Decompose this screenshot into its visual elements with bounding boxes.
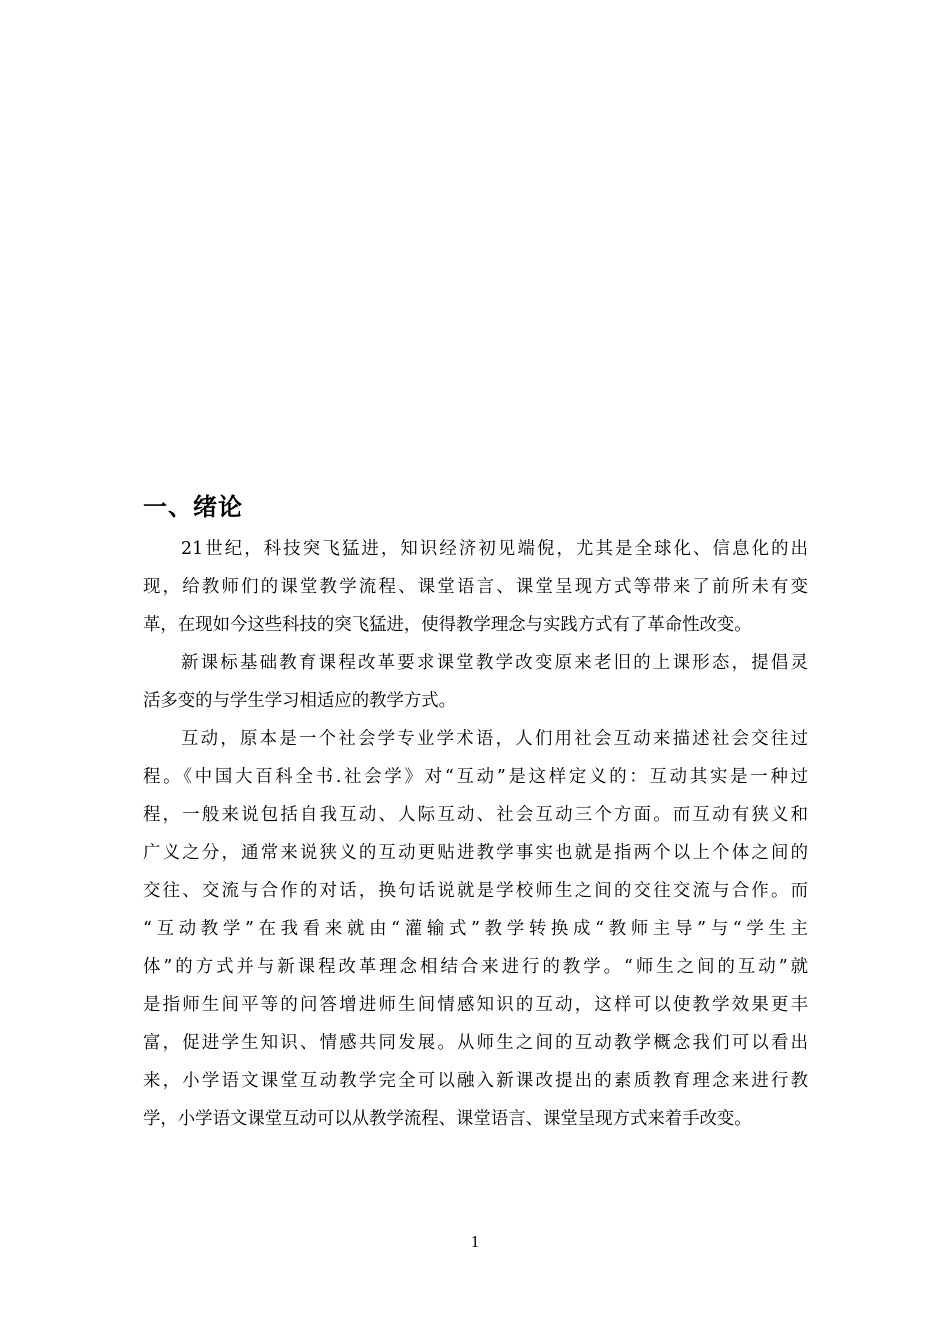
paragraph-line: 21世纪，科技突飞猛进，知识经济初见端倪，尤其是全球化、信息化的出 — [181, 539, 808, 559]
paragraph-line: 是指师生间平等的问答增进师生间情感知识的互动，这样可以使教学效果更丰 — [143, 995, 808, 1015]
section-heading: 一、绪论 — [143, 493, 243, 521]
paragraph-line: 互动，原本是一个社会学专业学术语，人们用社会互动来描述社会交往过 — [181, 729, 808, 749]
paragraph-line: 活多变的与学生学习相适应的教学方式。 — [143, 691, 457, 711]
paragraph-line: 革，在现如今这些科技的突飞猛进，使得教学理念与实践方式有了革命性改变。 — [143, 615, 752, 635]
paragraph-line: 来，小学语文课堂互动教学完全可以融入新课改提出的素质教育理念来进行教 — [143, 1071, 808, 1091]
paragraph-line: 程，一般来说包括自我互动、人际互动、社会互动三个方面。而互动有狭义和 — [143, 805, 808, 825]
paragraph-line: 广义之分，通常来说狭义的互动更贴进教学事实也就是指两个以上个体之间的 — [143, 843, 808, 863]
paragraph-line: 富，促进学生知识、情感共同发展。从师生之间的互动教学概念我们可以看出 — [143, 1033, 808, 1053]
paragraph-line: “互动教学”在我看来就由“灌输式”教学转换成“教师主导”与“学生主 — [143, 919, 808, 939]
paragraph-line: 新课标基础教育课程改革要求课堂教学改变原来老旧的上课形态，提倡灵 — [181, 653, 808, 673]
paragraph-line: 现，给教师们的课堂教学流程、课堂语言、课堂呈现方式等带来了前所未有变 — [143, 577, 808, 597]
page-number: 1 — [470, 1232, 480, 1251]
paragraph-line: 体”的方式并与新课程改革理念相结合来进行的教学。“师生之间的互动”就 — [143, 957, 808, 977]
paragraph-line: 交往、交流与合作的对话，换句话说就是学校师生之间的交往交流与合作。而 — [143, 881, 808, 901]
paragraph-line: 程。《中国大百科全书.社会学》对“互动”是这样定义的：互动其实是一种过 — [143, 767, 808, 787]
paragraph-line: 学，小学语文课堂互动可以从教学流程、课堂语言、课堂呈现方式来着手改变。 — [143, 1109, 752, 1129]
